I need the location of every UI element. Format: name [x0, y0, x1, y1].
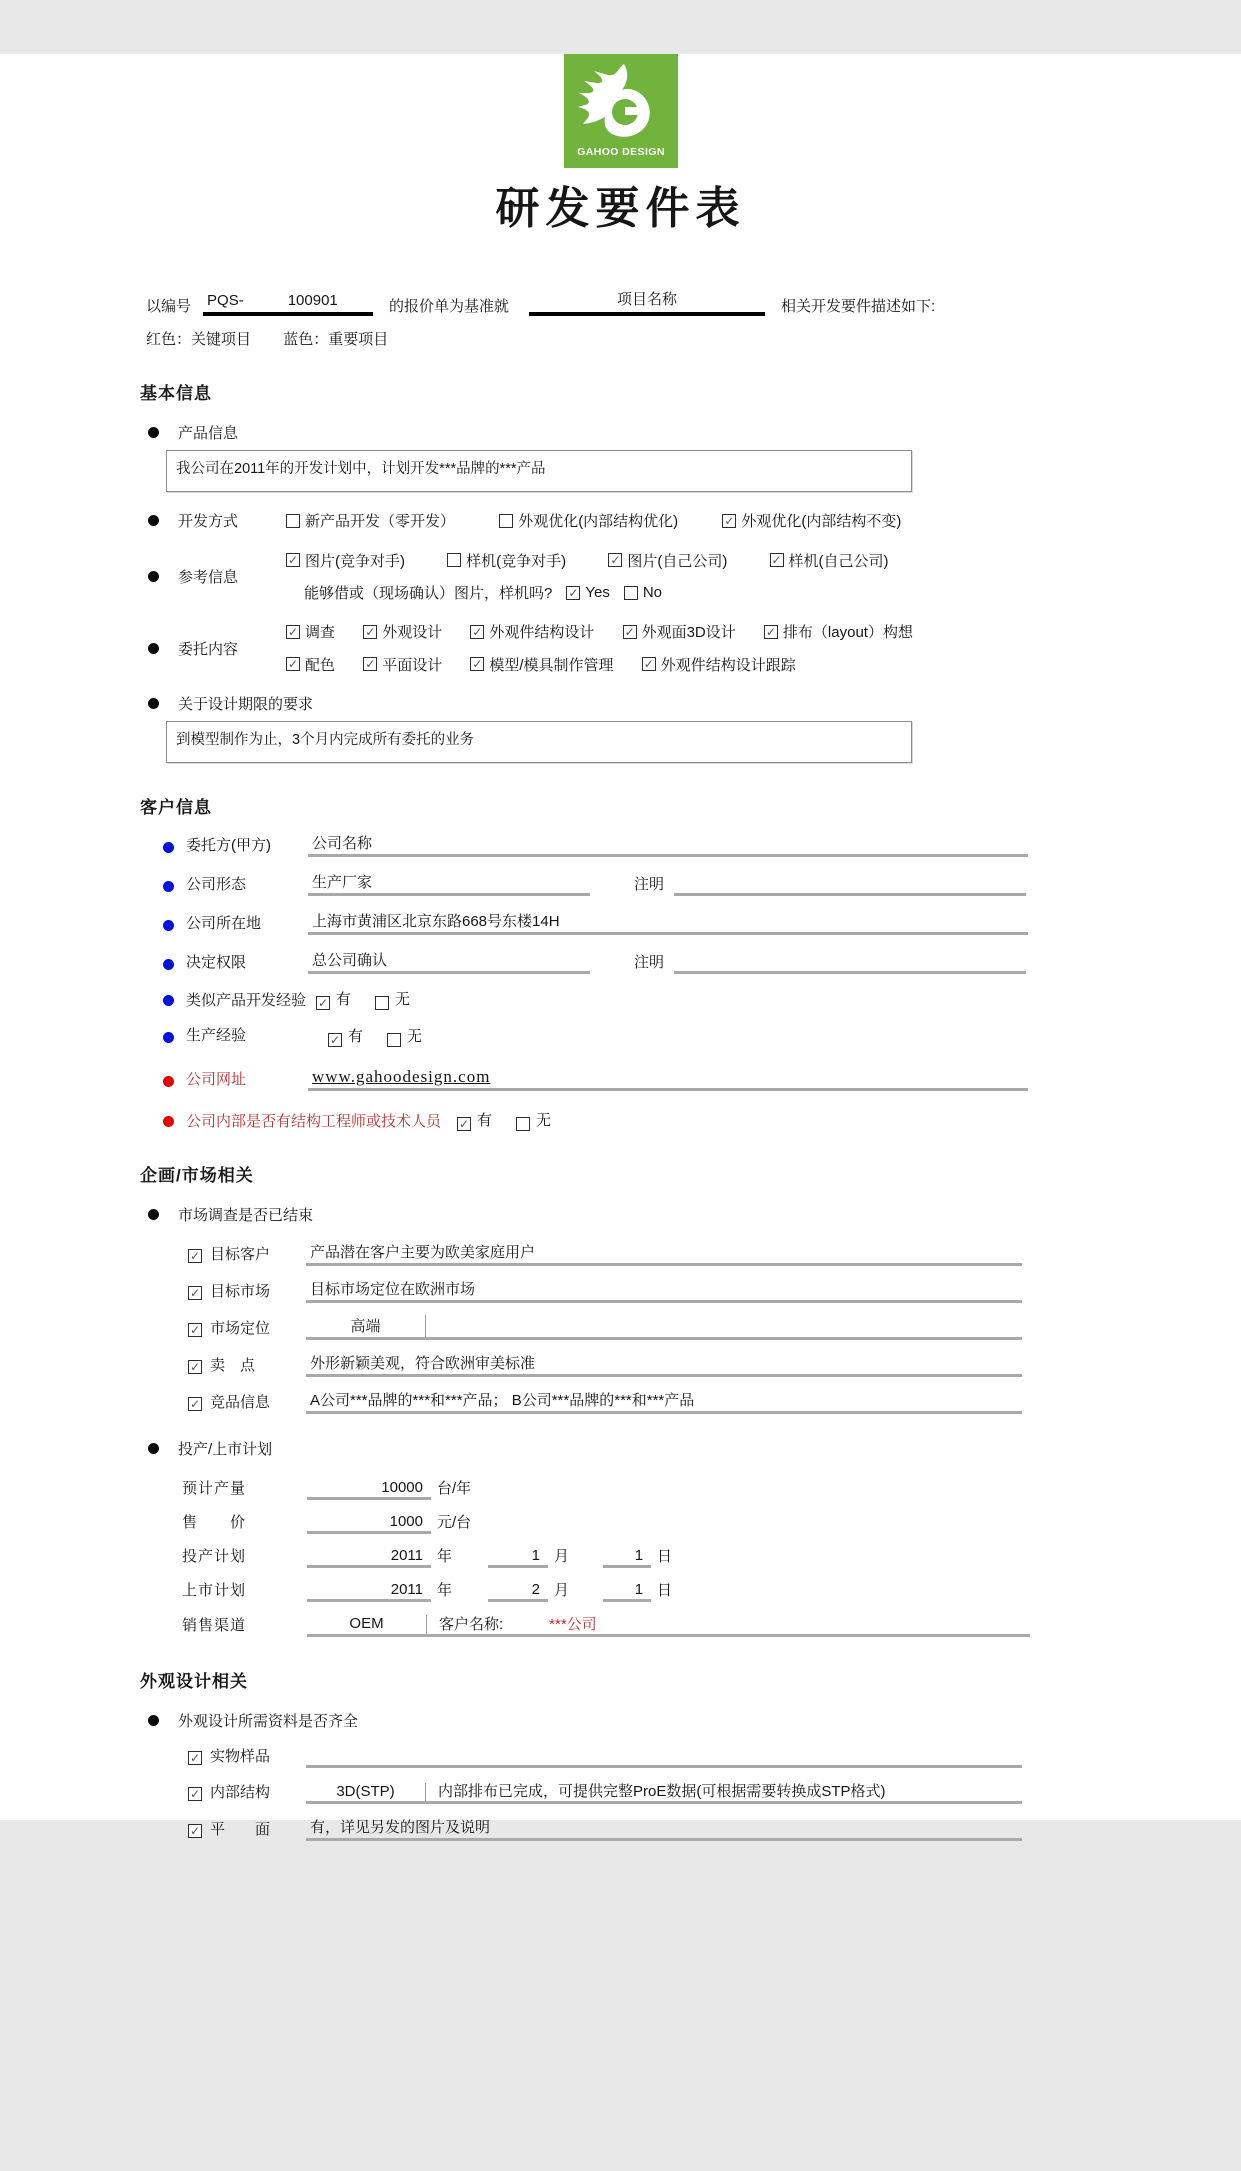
engineer-no-checkbox[interactable]: [516, 1117, 530, 1131]
location-field[interactable]: 上海市黄浦区北京东路668号东楼14H: [308, 910, 1028, 935]
document-page: [0, 54, 1241, 1838]
target-market-checkbox[interactable]: [188, 1286, 202, 1300]
sample-field[interactable]: [306, 1747, 1022, 1768]
production-plan-row: [182, 1545, 1241, 1568]
positioning-checkbox[interactable]: [188, 1323, 202, 1337]
structure-checkbox[interactable]: [188, 1787, 202, 1801]
launch-month-unit: 月: [554, 1582, 570, 1599]
bullet-icon: [148, 515, 159, 526]
product-info-value: 我公司在2011年的开发计划中，计划开发***品牌的***产品: [176, 461, 546, 477]
launch-plan-row: [148, 1438, 1241, 1459]
survey-label: 市场调查是否已结束: [178, 1207, 314, 1224]
price-label: 售 价: [182, 1514, 247, 1531]
deadline-box[interactable]: [166, 721, 912, 763]
company-type-note-field[interactable]: [674, 875, 1026, 896]
quote-code-value: 100901: [287, 292, 338, 309]
price-unit: 元/台: [437, 1514, 472, 1531]
structure-format-value[interactable]: 3D(STP): [306, 1783, 426, 1801]
customer-name-label: 客户名称:: [439, 1616, 504, 1633]
competitors-checkbox[interactable]: [188, 1397, 202, 1411]
production-year-unit: 年: [437, 1548, 453, 1565]
red-bullet-icon: [163, 1116, 174, 1127]
reference-info-row: [148, 550, 1241, 604]
selling-point-label: 卖 点: [210, 1357, 256, 1374]
commission-label: 委托内容: [178, 640, 239, 658]
survey-row: [148, 1204, 1241, 1225]
target-customer-row: [188, 1241, 1241, 1266]
website-label: 公司网址: [186, 1071, 247, 1088]
competitors-label: 竞品信息: [210, 1394, 271, 1411]
deadline-label: 关于设计期限的要求: [178, 696, 314, 713]
authority-note-label: 注明: [634, 954, 665, 971]
channel-field[interactable]: [307, 1613, 1030, 1637]
commission-row: [148, 621, 1241, 675]
product-info-row: [148, 422, 1241, 443]
prod-experience-yes-checkbox[interactable]: [328, 1033, 342, 1047]
launch-year-unit: 年: [437, 1582, 453, 1599]
sample-label: 实物样品: [210, 1748, 271, 1765]
commission-graphic-design-label: 平面设计: [382, 656, 443, 674]
commission-survey-label: 调查: [305, 624, 336, 641]
ref-own-photo-label: 图片(自己公司): [627, 552, 728, 570]
header-prefix: 以编号: [146, 298, 192, 315]
page-title: 研发要件表: [495, 184, 746, 233]
production-year-field[interactable]: 2011: [307, 1547, 431, 1568]
positioning-row: [188, 1315, 1241, 1340]
commission-structure-follow-label: 外观件结构设计跟踪: [660, 656, 796, 674]
bullet-icon: [148, 571, 159, 582]
volume-unit: 台/年: [437, 1480, 472, 1497]
volume-row: [182, 1477, 1241, 1500]
target-customer-checkbox[interactable]: [188, 1249, 202, 1263]
graphic-row: [188, 1816, 1241, 1841]
bottom-whitespace: [0, 1841, 1241, 2171]
optimize-appearance-label: 外观优化(内部结构不变): [741, 513, 902, 530]
section-customer-heading: 客户信息: [140, 798, 212, 817]
commission-mold-management-checkbox[interactable]: [470, 657, 484, 671]
sample-checkbox[interactable]: [188, 1751, 202, 1765]
price-row: [182, 1511, 1241, 1534]
bullet-icon: [148, 1715, 159, 1726]
header-mid-text: 的报价单为基准就: [389, 298, 510, 315]
section-basic-heading: 基本信息: [140, 384, 212, 403]
channel-label: 销售渠道: [182, 1617, 247, 1634]
commission-part-structure-checkbox[interactable]: [470, 625, 484, 639]
commission-color-checkbox[interactable]: [286, 657, 300, 671]
deadline-value: 到模型制作为止，3个月内完成所有委托的业务: [176, 732, 475, 748]
structure-field[interactable]: [306, 1780, 1022, 1804]
design-materials-row: [148, 1710, 1241, 1731]
dev-mode-row: [148, 510, 1241, 532]
production-day-field[interactable]: 1: [603, 1547, 651, 1568]
launch-date-row: [182, 1579, 1241, 1602]
product-info-label: 产品信息: [178, 425, 239, 442]
optimize-appearance-checkbox[interactable]: [722, 514, 736, 528]
website-field[interactable]: [308, 1067, 1028, 1091]
ref-own-sample-checkbox[interactable]: [770, 553, 784, 567]
borrow-no-label: No: [642, 584, 663, 601]
commission-mold-management-label: 模型/模具制作管理: [489, 656, 614, 674]
blue-bullet-icon: [163, 920, 174, 931]
commission-layout-label: 排布（layout）构想: [782, 624, 913, 641]
target-market-label: 目标市场: [210, 1283, 271, 1300]
authority-field[interactable]: 总公司确认: [308, 949, 590, 974]
location-label: 公司所在地: [186, 915, 262, 932]
launch-month-field[interactable]: 2: [488, 1581, 548, 1602]
volume-field[interactable]: 10000: [307, 1479, 431, 1500]
website-url[interactable]: www.gahoodesign.com: [312, 1067, 491, 1086]
blue-bullet-icon: [163, 1032, 174, 1043]
production-day-unit: 日: [657, 1548, 673, 1565]
company-type-label: 公司形态: [186, 876, 247, 893]
client-label: 委托方(甲方): [186, 837, 271, 854]
launch-year-field[interactable]: 2011: [307, 1581, 431, 1602]
positioning-label: 市场定位: [210, 1320, 271, 1337]
commission-survey-checkbox[interactable]: [286, 625, 300, 639]
prod-experience-label: 生产经验: [186, 1027, 247, 1044]
product-info-box[interactable]: [166, 450, 912, 492]
section-market-heading: 企画/市场相关: [140, 1166, 254, 1185]
prod-experience-row: [163, 1024, 1241, 1047]
engineer-yes-checkbox[interactable]: [457, 1117, 471, 1131]
borrow-question-label: 能够借或（现场确认）图片，样机吗?: [304, 585, 553, 602]
positioning-field[interactable]: [306, 1315, 1022, 1340]
new-product-dev-checkbox[interactable]: [286, 514, 300, 528]
optimize-structure-label: 外观优化(内部结构优化): [518, 513, 679, 530]
logo-mark-icon: [564, 54, 678, 168]
company-type-field[interactable]: 生产厂家: [308, 871, 590, 896]
company-type-row: [163, 871, 1241, 896]
dev-experience-row: [163, 988, 1241, 1010]
commission-appearance-design-label: 外观设计: [382, 624, 443, 641]
target-customer-field[interactable]: 产品潜在客户主要为欧美家庭用户: [306, 1241, 1022, 1266]
prod-experience-no-label: 无: [407, 1028, 423, 1045]
gahoo-logo: [564, 54, 678, 168]
selling-point-field[interactable]: 外形新颖美观，符合欧洲审美标准: [306, 1352, 1022, 1377]
commission-part-structure-label: 外观件结构设计: [489, 624, 595, 641]
project-name-field[interactable]: 项目名称: [529, 288, 765, 316]
target-market-row: [188, 1278, 1241, 1303]
prod-experience-no-checkbox[interactable]: [387, 1033, 401, 1047]
bullet-icon: [148, 1443, 159, 1454]
commission-layout-checkbox[interactable]: [764, 625, 778, 639]
sample-row: [188, 1745, 1241, 1768]
dev-experience-no-label: 无: [395, 991, 411, 1008]
volume-label: 预计产量: [182, 1480, 247, 1497]
ref-competitor-sample-label: 样机(竞争对手): [466, 552, 567, 570]
competitors-field[interactable]: A公司***品牌的***和***产品； B公司***品牌的***和***产品: [306, 1389, 1022, 1414]
channel-row: [182, 1613, 1241, 1637]
header-line: [146, 288, 1241, 316]
bullet-icon: [148, 698, 159, 709]
positioning-value[interactable]: 高端: [306, 1315, 426, 1337]
graphic-label: 平 面: [210, 1821, 271, 1838]
dev-experience-no-checkbox[interactable]: [375, 996, 389, 1010]
launch-day-field[interactable]: 1: [603, 1581, 651, 1602]
red-bullet-icon: [163, 1076, 174, 1087]
ref-competitor-photo-label: 图片(竞争对手): [305, 552, 405, 570]
authority-row: [163, 949, 1241, 974]
blue-bullet-icon: [163, 995, 174, 1006]
authority-label: 决定权限: [186, 954, 247, 971]
ref-competitor-photo-checkbox[interactable]: [286, 553, 300, 567]
ref-own-sample-label: 样机(自己公司): [788, 552, 889, 570]
blue-bullet-icon: [163, 959, 174, 970]
bullet-icon: [148, 427, 159, 438]
engineer-label: 公司内部是否有结构工程师或技术人员: [186, 1113, 442, 1130]
dev-experience-yes-checkbox[interactable]: [316, 996, 330, 1010]
structure-label: 内部结构: [210, 1784, 271, 1801]
design-materials-label: 外观设计所需资料是否齐全: [178, 1713, 359, 1730]
quote-code-prefix: PQS-: [207, 292, 244, 309]
graphic-field[interactable]: 有，详见另发的图片及说明: [306, 1816, 1022, 1841]
new-product-dev-label: 新产品开发（零开发）: [305, 513, 456, 530]
website-row: [163, 1067, 1241, 1091]
prod-experience-yes-label: 有: [348, 1028, 364, 1045]
deadline-row: [148, 693, 1241, 714]
structure-desc-value: 内部排布已完成，可提供完整ProE数据(可根据需要转换成STP格式): [438, 1783, 886, 1800]
production-month-field[interactable]: 1: [488, 1547, 548, 1568]
channel-value[interactable]: OEM: [307, 1615, 427, 1634]
authority-note-field[interactable]: [674, 953, 1026, 974]
structure-row: [188, 1780, 1241, 1804]
client-name-field[interactable]: 公司名称: [308, 832, 1028, 857]
target-market-field[interactable]: 目标市场定位在欧洲市场: [306, 1278, 1022, 1303]
launch-plan-label: 投产/上市计划: [178, 1441, 273, 1458]
commission-graphic-design-checkbox[interactable]: [363, 657, 377, 671]
price-field[interactable]: 1000: [307, 1513, 431, 1534]
dev-experience-label: 类似产品开发经验: [186, 992, 307, 1009]
dev-experience-yes-label: 有: [336, 991, 352, 1008]
ref-own-photo-checkbox[interactable]: [608, 553, 622, 567]
legend-blue: 蓝色：重要项目: [283, 331, 389, 348]
dev-mode-label: 开发方式: [178, 513, 239, 531]
bullet-icon: [148, 1209, 159, 1220]
reference-info-label: 参考信息: [178, 568, 239, 586]
engineer-no-label: 无: [536, 1112, 552, 1129]
customer-name-value: ***公司: [549, 1616, 597, 1633]
ref-competitor-sample-checkbox[interactable]: [447, 553, 461, 567]
commission-appearance-design-checkbox[interactable]: [363, 625, 377, 639]
header-suffix: 相关开发要件描述如下:: [781, 298, 936, 315]
launch-date-label: 上市计划: [182, 1582, 247, 1599]
selling-point-checkbox[interactable]: [188, 1360, 202, 1374]
commission-3d-surface-label: 外观面3D设计: [641, 624, 736, 641]
section-design-heading: 外观设计相关: [140, 1672, 248, 1691]
competitors-row: [188, 1389, 1241, 1414]
legend-red: 红色：关键项目: [146, 331, 252, 348]
production-plan-label: 投产计划: [182, 1548, 247, 1565]
blue-bullet-icon: [163, 881, 174, 892]
blue-bullet-icon: [163, 842, 174, 853]
commission-structure-follow-checkbox[interactable]: [642, 657, 656, 671]
engineer-row: [163, 1109, 1241, 1131]
launch-day-unit: 日: [657, 1582, 673, 1599]
bullet-icon: [148, 643, 159, 654]
color-legend: [146, 328, 1241, 349]
company-type-note-label: 注明: [634, 876, 665, 893]
logo-wordmark: GAHOO DESIGN: [576, 146, 665, 158]
client-row: [163, 832, 1241, 857]
borrow-yes-label: Yes: [585, 584, 610, 601]
production-month-unit: 月: [554, 1548, 570, 1565]
location-row: [163, 910, 1241, 935]
graphic-checkbox[interactable]: [188, 1824, 202, 1838]
optimize-structure-checkbox[interactable]: [499, 514, 513, 528]
commission-3d-surface-checkbox[interactable]: [623, 625, 637, 639]
commission-color-label: 配色: [305, 656, 336, 674]
selling-point-row: [188, 1352, 1241, 1377]
borrow-no-checkbox[interactable]: [624, 586, 638, 600]
quote-code-field[interactable]: [203, 292, 373, 316]
target-customer-label: 目标客户: [210, 1246, 271, 1263]
borrow-yes-checkbox[interactable]: [566, 586, 580, 600]
engineer-yes-label: 有: [477, 1112, 493, 1129]
